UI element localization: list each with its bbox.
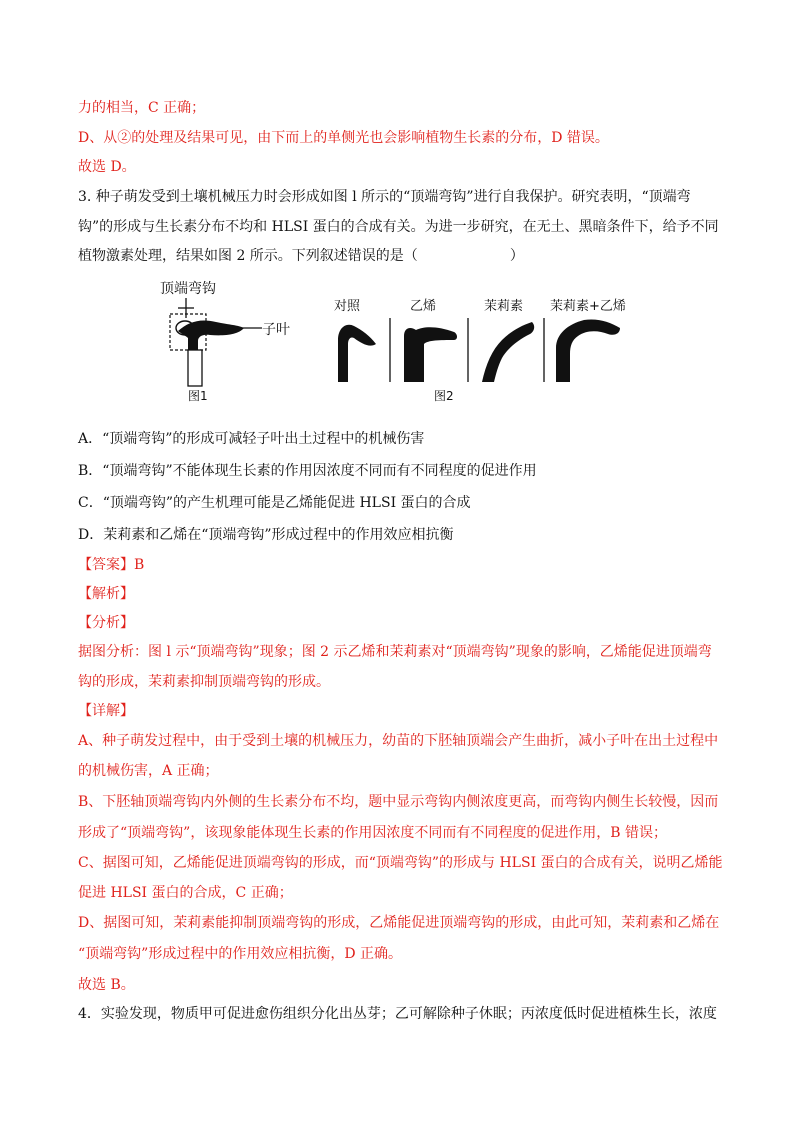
analysis-header: 【解析】 <box>78 586 134 602</box>
fig1-caption: 图1 <box>188 389 208 403</box>
prev-answer-line-2: D、从②的处理及结果可见，由下而上的单侧光也会影响植物生长素的分布，D 错误。 <box>78 130 609 146</box>
q3-stem-line-1: 3. 种子萌发受到土壤机械压力时会形成如图 l 所示的“顶端弯钩”进行自我保护。研究表明，“顶端弯 <box>78 189 691 205</box>
q3-stem-line-3 <box>78 246 524 266</box>
fig1-label-cotyledon: 子叶 <box>262 322 290 338</box>
detail-line-1: A、种子萌发过程中，由于受到土壤的机械压力，幼苗的下胚轴顶端会产生曲折，减小子叶在出土过程中 <box>78 733 719 749</box>
seedling-ethylene <box>404 327 457 382</box>
seedling-figure <box>158 278 638 404</box>
detail-line-6: 促进 HLSI 蛋白的合成，C 正确； <box>78 885 293 901</box>
figure-1 <box>160 280 290 403</box>
detail-line-2: 的机械伤害，A 正确； <box>78 763 219 779</box>
fig1-label-hook: 顶端弯钩 <box>160 281 216 297</box>
detail-header: 【详解】 <box>78 703 134 719</box>
option-b: B．“顶端弯钩”不能体现生长素的作用因浓度不同而有不同程度的促进作用 <box>78 463 537 479</box>
figure-2 <box>334 298 626 403</box>
seedling-hypocotyl <box>188 350 202 386</box>
q3-stem-close: ） <box>509 248 524 264</box>
option-d: D．茉莉素和乙烯在“顶端弯钩”形成过程中的作用效应相抗衡 <box>78 527 454 543</box>
detail-line-5: C、据图可知，乙烯能促进顶端弯钩的形成，而“顶端弯钩”的形成与 HLSI 蛋白的合成有关，说明乙烯能 <box>78 855 723 871</box>
detail-line-8: “顶端弯钩”形成过程中的作用效应相抗衡，D 正确。 <box>78 946 402 962</box>
analysis-line-1: 据图分析：图 l 示“顶端弯钩”现象；图 2 示乙烯和茉莉素对“顶端弯钩”现象的影响，乙烯能促进顶端弯 <box>78 644 712 660</box>
q3-stem-line-2: 钩”的形成与生长素分布不均和 HLSI 蛋白的合成有关。为进一步研究，在无土、黑暗条件下，给予不同 <box>78 219 719 235</box>
answer-label: 【答案】B <box>78 557 145 573</box>
option-a: A．“顶端弯钩”的形成可减轻子叶出土过程中的机械伤害 <box>78 431 425 447</box>
q3-stem-text: 植物激素处理，结果如图 2 所示。下列叙述错误的是（ <box>78 248 418 264</box>
fig2-label-ethylene: 乙烯 <box>410 299 437 314</box>
seedling-jasmonate <box>482 322 534 382</box>
prev-answer-line-1: 力的相当，C 正确； <box>78 100 206 116</box>
fig2-label-jasmonate-ethylene: 茉莉素+乙烯 <box>550 299 626 314</box>
option-c: C．“顶端弯钩”的产生机理可能是乙烯能促进 HLSI 蛋白的合成 <box>78 495 471 511</box>
seedling-jasmonate-ethylene <box>556 319 620 382</box>
fig2-label-jasmonate: 茉莉素 <box>484 299 524 314</box>
fig2-caption: 图2 <box>434 389 454 403</box>
detail-line-4: 形成了“顶端弯钩”，该现象能体现生长素的作用因浓度不同而有不同程度的促进作用，B 错误； <box>78 825 668 841</box>
detail-line-7: D、据图可知，茉莉素能抑制顶端弯钩的形成，乙烯能促进顶端弯钩的形成，由此可知，茉莉素和乙烯在 <box>78 915 720 931</box>
seedling-control <box>338 325 376 382</box>
q3-conclusion: 故选 B。 <box>78 977 135 993</box>
fig2-label-control: 对照 <box>334 299 361 314</box>
detail-line-3: B、下胚轴顶端弯钩内外侧的生长素分布不均，题中显示弯钩内侧浓度更高，而弯钩内侧生长较慢，因而 <box>78 794 719 810</box>
prev-answer-conclusion: 故选 D。 <box>78 159 136 175</box>
q4-stem-line-1: 4．实验发现，物质甲可促进愈伤组织分化出丛芽；乙可解除种子休眠；丙浓度低时促进植株生长，浓度 <box>78 1006 717 1022</box>
analysis-line-2: 钩的形成，茉莉素抑制顶端弯钩的形成。 <box>78 674 330 690</box>
analysis-subheader: 【分析】 <box>78 615 134 631</box>
